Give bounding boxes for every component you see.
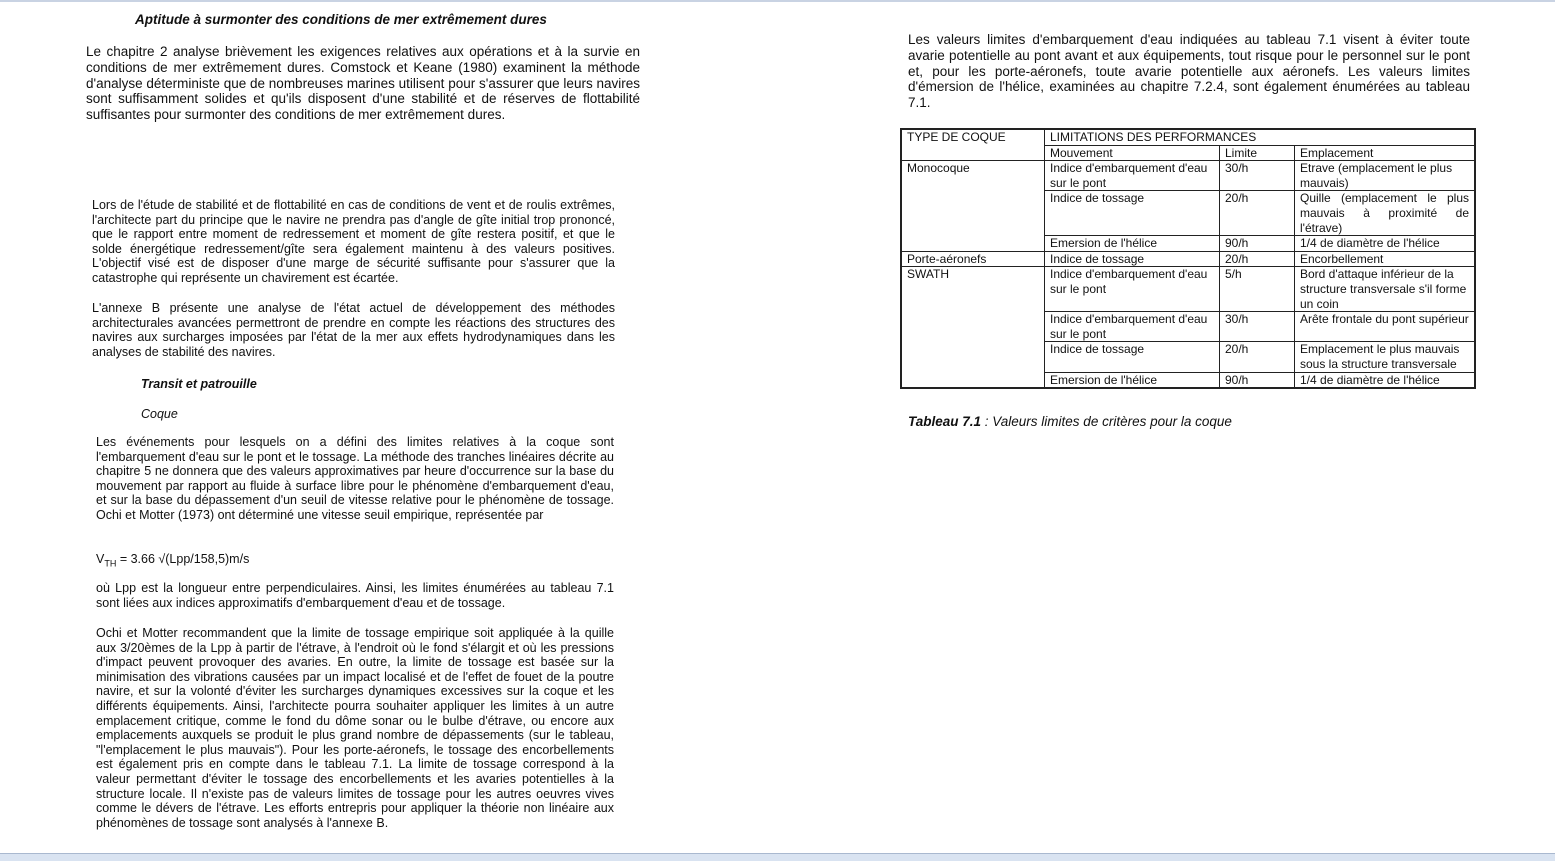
table-row	[901, 372, 1475, 388]
cell-limite: 5/h	[1220, 267, 1295, 312]
section-heading: Aptitude à surmonter des conditions de mer extrêmement dures	[135, 12, 547, 27]
cell-emplacement: 1/4 de diamètre de l'hélice	[1295, 372, 1476, 388]
subheading-transit: Transit et patrouille	[141, 377, 257, 391]
header-mouvement: Mouvement	[1045, 145, 1220, 161]
cell-mouvement: Indice d'embarquement d'eau sur le pont	[1045, 161, 1220, 191]
cell-type: SWATH	[901, 267, 1045, 312]
formula-v: V	[96, 552, 105, 566]
cell-emplacement: Quille (emplacement le plus mauvais à proximité de l'étrave)	[1295, 191, 1476, 236]
performance-limits-table	[900, 128, 1476, 389]
cell-mouvement: Emersion de l'hélice	[1045, 372, 1220, 388]
cell-type	[901, 236, 1045, 252]
table-row	[901, 267, 1475, 312]
table-row	[901, 236, 1475, 252]
cell-emplacement: Emplacement le plus mauvais sous la structure transversale	[1295, 342, 1476, 372]
threshold-formula	[96, 552, 249, 569]
cell-mouvement: Emersion de l'hélice	[1045, 236, 1220, 252]
cell-emplacement: Etrave (emplacement le plus mauvais)	[1295, 161, 1476, 191]
cell-limite: 30/h	[1220, 161, 1295, 191]
cell-emplacement: 1/4 de diamètre de l'hélice	[1295, 236, 1476, 252]
table-row	[901, 161, 1475, 191]
caption-text: : Valeurs limites de critères pour la coque	[981, 414, 1232, 429]
table-caption	[908, 414, 1232, 429]
window-top-border	[0, 0, 1555, 2]
cell-emplacement: Encorbellement	[1295, 251, 1476, 267]
header-emplacement: Emplacement	[1295, 145, 1476, 161]
table-row	[901, 342, 1475, 372]
cell-limite: 20/h	[1220, 191, 1295, 236]
intro-paragraph: Le chapitre 2 analyse brièvement les exigences relatives aux opérations et à la survie en conditions de mer extrêmement dures. Comstock et Keane (1980) examinent la méthode d'analyse déterministe que de nombreuses marines utilisent pour s'assurer que leurs navires sont suffisamment solides et qu'ils disposent d'une stabilité et de réserves de flottabilité suffisantes pour surmonter des conditions de mer extrêmement dures.	[86, 44, 640, 123]
cell-type: Porte-aéronefs	[901, 251, 1045, 267]
cell-type	[901, 312, 1045, 342]
table-row	[901, 312, 1475, 342]
cell-type: Monocoque	[901, 161, 1045, 191]
table-row	[901, 251, 1475, 267]
cell-limite: 90/h	[1220, 372, 1295, 388]
cell-emplacement: Arête frontale du pont supérieur	[1295, 312, 1476, 342]
formula-expression: = 3.66 √(Lpp/158,5)m/s	[116, 552, 250, 566]
table-row	[901, 191, 1475, 236]
cell-limite: 20/h	[1220, 342, 1295, 372]
header-performance-limits: LIMITATIONS DES PERFORMANCES	[1045, 129, 1476, 145]
annex-paragraph: L'annexe B présente une analyse de l'état actuel de développement des méthodes architecturales avancées permettront de prendre en compte les réactions des structures des navires aux surcharges imposées par l'état de la mer aux effets hydrodynamiques dans les analyses de stabilité des navires.	[92, 301, 615, 359]
table-header-row	[901, 129, 1475, 145]
cell-mouvement: Indice de tossage	[1045, 191, 1220, 236]
cell-type	[901, 342, 1045, 372]
cell-mouvement: Indice de tossage	[1045, 342, 1220, 372]
cell-limite: 30/h	[1220, 312, 1295, 342]
cell-limite: 90/h	[1220, 236, 1295, 252]
cell-type	[901, 191, 1045, 236]
cell-mouvement: Indice d'embarquement d'eau sur le pont	[1045, 267, 1220, 312]
cell-mouvement: Indice de tossage	[1045, 251, 1220, 267]
events-paragraph: Les événements pour lesquels on a défini des limites relatives à la coque sont l'embarquement d'eau sur le pont et le tossage. La méthode des tranches linéaires décrite au chapitre 5 ne donnera que des valeurs approximatives par heure d'occurrence sur la base du mouvement par rapport au fluide à surface libre pour le phénomène d'embarquement d'eau, et sur la base du dépassement d'un seuil de vitesse relative pour le phénomène de tossage. Ochi et Motter (1973) ont déterminé une vitesse seuil empirique, représentée par	[96, 435, 614, 522]
header-hull-type: TYPE DE COQUE	[901, 129, 1045, 161]
stability-paragraph: Lors de l'étude de stabilité et de flottabilité en cas de conditions de vent et de roulis extrêmes, l'architecte part du principe que le navire ne prendra pas d'angle de gîte initial trop prononcé, que le rapport entre moment de redressement et moment de gîte restera positif, et que le solde énergétique redressement/gîte sera également maintenu à des valeurs positives. L'objectif visé est de disposer d'une marge de sécurité suffisante pour s'assurer que la catastrophe qui représente un chavirement est écartée.	[92, 198, 615, 285]
cell-type	[901, 372, 1045, 388]
ochi-paragraph: Ochi et Motter recommandent que la limite de tossage empirique soit appliquée à la quille aux 3/20èmes de la Lpp à partir de l'étrave, à l'endroit où le fond s'élargit et où les pressions d'impact peuvent provoquer des avaries. En outre, la limite de tossage est basée sur la minimisation des vibrations causées par un impact localisé et de l'effet de fouet de la poutre navire, et sur la volonté d'éviter les surcharges dynamiques excessives sur la coque et les différents équipements. Ainsi, l'architecte pourra souhaiter appliquer les limites à un autre emplacement critique, comme le fond du dôme sonar ou le bulbe d'étrave, ou encore aux emplacements auxquels se produit le plus grand nombre de dépassements (sur le tableau, "l'emplacement le plus mauvais"). Pour les porte-aéronefs, le tossage des encorbellements est également pris en compte dans le tableau 7.1. La limite de tossage correspond à la valeur permettant d'éviter le tossage des encorbellements et les avaries potentielles à la structure locale. Il n'existe pas de valeurs limites de tossage pour les autres oeuvres vives comme le dévers de l'étrave. Les efforts entrepris pour appliquer la théorie non linéaire aux phénomènes de tossage sont analysés à l'annexe B.	[96, 626, 614, 830]
subheading-coque: Coque	[141, 407, 178, 421]
formula-subscript: TH	[104, 558, 117, 569]
caption-label: Tableau 7.1	[908, 414, 982, 429]
limits-intro-paragraph: Les valeurs limites d'embarquement d'eau indiquées au tableau 7.1 visent à éviter toute avarie potentielle au pont avant et aux équipements, tout risque pour le personnel sur le pont et, pour les porte-aéronefs, toute avarie potentielle aux aéronefs. Les valeurs limites d'émersion de l'hélice, examinées au chapitre 7.2.4, sont également énumérées au tableau 7.1.	[908, 32, 1470, 111]
cell-limite: 20/h	[1220, 251, 1295, 267]
cell-emplacement: Bord d'attaque inférieur de la structure transversale s'il forme un coin	[1295, 267, 1476, 312]
header-limite: Limite	[1220, 145, 1295, 161]
cell-mouvement: Indice d'embarquement d'eau sur le pont	[1045, 312, 1220, 342]
lpp-paragraph: où Lpp est la longueur entre perpendiculaires. Ainsi, les limites énumérées au tableau 7.1 sont liées aux indices approximatifs d'embarquement d'eau et de tossage.	[96, 581, 614, 610]
